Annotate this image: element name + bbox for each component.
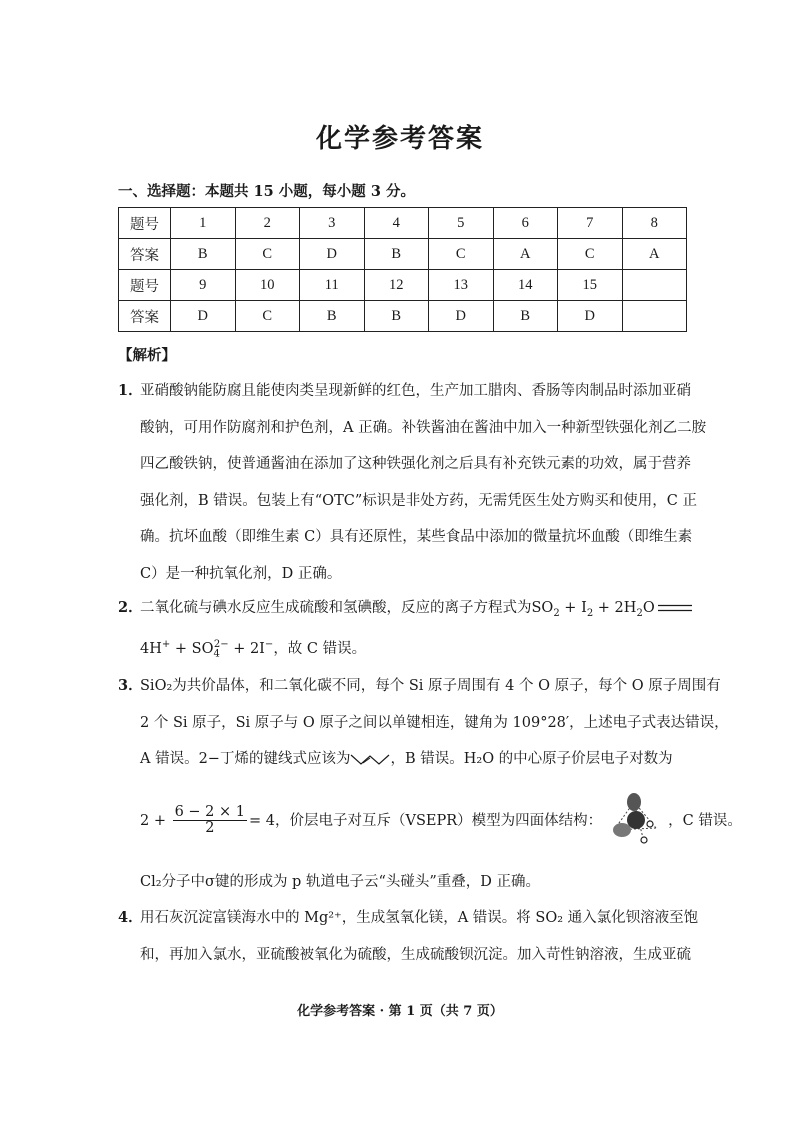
formula-part: SO	[531, 600, 554, 616]
table-cell: C	[235, 301, 300, 332]
text-segment: ，B 错误。H₂O 的中心原子价层电子对数为	[390, 751, 673, 767]
row-label: 答案	[119, 239, 171, 270]
subscript: 2	[636, 607, 643, 619]
table-cell: B	[364, 301, 429, 332]
fraction	[173, 805, 247, 836]
formula-part: + I	[559, 600, 587, 616]
table-cell: D	[171, 301, 236, 332]
formula-part: + 2I	[228, 640, 265, 657]
row-label: 题号	[119, 208, 171, 239]
table-cell: A	[493, 239, 558, 270]
text-line	[140, 590, 690, 627]
text-line: 亚硝酸钠能防腐且能使肉类呈现新鲜的红色，生产加工腊肉、香肠等肉制品时添加亚硝	[140, 383, 691, 399]
row-label: 题号	[119, 270, 171, 301]
subscript: 2	[586, 607, 594, 619]
table-row	[119, 270, 687, 301]
equals-sign-icon	[658, 604, 692, 612]
text-line: Cl₂分子中σ键的形成为 p 轨道电子云“头碰头”重叠，D 正确。	[140, 873, 541, 890]
table-cell: 4	[364, 208, 429, 239]
page-footer: 化学参考答案 · 第 1 页（共 7 页）	[297, 1004, 503, 1019]
table-cell: C	[429, 239, 494, 270]
table-cell: 3	[300, 208, 365, 239]
text-line: 2 个 Si 原子，Si 原子与 O 原子之间以单键相连，键角为 109°28′，上述电子式表达错误，	[140, 714, 729, 731]
row-label: 答案	[119, 301, 171, 332]
analysis-heading: 【解析】	[118, 347, 176, 364]
formula-part: + 2H	[593, 600, 637, 616]
table-cell: C	[558, 239, 623, 270]
equation	[531, 600, 655, 619]
table-cell	[622, 301, 687, 332]
table-cell: D	[558, 301, 623, 332]
explanation-item-4	[118, 900, 699, 973]
tetrahedral-model-icon	[604, 790, 666, 852]
text-line: 强化剂，B 错误。包装上有“OTC”标识是非处方药，无需凭医生处方购买和使用，C 正	[140, 492, 697, 509]
text-line: SiO₂为共价晶体，和二氧化碳不同，每个 Si 原子周围有 4 个 O 原子，每个 O 原子周围有	[140, 678, 721, 694]
table-cell: A	[622, 239, 687, 270]
text-line: 和，再加入氯水，亚硫酸被氧化为硫酸，生成硫酸钡沉淀。加入苛性钠溶液，生成亚硫	[140, 946, 691, 963]
item-number: 2．	[118, 599, 143, 616]
answer-table	[118, 207, 687, 332]
text-line	[140, 741, 690, 778]
text-segment: A 错误。2−丁烯的键线式应该为	[140, 751, 351, 767]
table-cell: 15	[558, 270, 623, 301]
butene-skeletal-icon	[350, 752, 390, 766]
table-cell: 10	[235, 270, 300, 301]
table-cell: B	[300, 301, 365, 332]
text-segment: ，故 C 错误。	[273, 640, 367, 657]
table-cell: B	[171, 239, 236, 270]
superscript: 2−	[213, 638, 229, 650]
formula-part: 4H	[140, 640, 162, 657]
table-cell	[622, 270, 687, 301]
explanation-item-1	[118, 373, 707, 592]
table-cell: 13	[429, 270, 494, 301]
subscript: 4	[213, 648, 220, 660]
formula-part: + SO	[170, 640, 214, 657]
item-number: 3．	[118, 677, 143, 694]
table-cell: 14	[493, 270, 558, 301]
page-title: 化学参考答案	[315, 124, 484, 154]
table-cell: 11	[300, 270, 365, 301]
table-cell: 5	[429, 208, 494, 239]
table-cell: 9	[171, 270, 236, 301]
numerator: 6 − 2 × 1	[174, 804, 246, 820]
table-cell: B	[364, 239, 429, 270]
table-cell: 2	[235, 208, 300, 239]
table-cell: 6	[493, 208, 558, 239]
text-line	[140, 627, 690, 664]
text-line	[140, 778, 742, 864]
explanation-item-3	[118, 668, 742, 900]
formula-part: O	[642, 600, 655, 616]
text-segment: 2 +	[140, 812, 166, 829]
superscript: +	[161, 638, 171, 650]
table-row	[119, 239, 687, 270]
superscript: −	[264, 638, 274, 650]
table-cell: C	[235, 239, 300, 270]
text-line: 用石灰沉淀富镁海水中的 Mg²⁺，生成氢氧化镁，A 错误。将 SO₂ 通入氯化钡溶液至饱	[140, 910, 699, 926]
section-heading: 一、选择题：本题共 15 小题，每小题 3 分。	[118, 183, 415, 200]
text-line: 四乙酸铁钠，使普通酱油在添加了这种铁强化剂之后具有补充铁元素的功效，属于营养	[140, 456, 691, 472]
table-cell: 12	[364, 270, 429, 301]
explanation-item-2	[118, 590, 690, 663]
table-row	[119, 301, 687, 332]
text-line: C）是一种抗氧化剂，D 正确。	[140, 565, 342, 582]
table-row	[119, 208, 687, 239]
text-segment: = 4，价层电子对互斥（VSEPR）模型为四面体结构：	[249, 812, 603, 829]
item-number: 1．	[118, 382, 143, 399]
text-segment: ，C 错误。	[668, 812, 742, 829]
text-line: 酸钠，可用作防腐剂和护色剂，A 正确。补铁酱油在酱油中加入一种新型铁强化剂乙二胺	[140, 419, 707, 436]
table-cell: 1	[171, 208, 236, 239]
table-cell: 7	[558, 208, 623, 239]
denominator: 2	[205, 820, 215, 836]
table-cell: 8	[622, 208, 687, 239]
subscript: 2	[553, 607, 560, 619]
text-line: 确。抗坏血酸（即维生素 C）具有还原性，某些食品中添加的微量抗坏血酸（即维生素	[140, 529, 693, 545]
table-cell: B	[493, 301, 558, 332]
item-number: 4．	[118, 909, 143, 926]
text-segment: 二氧化硫与碘水反应生成硫酸和氢碘酸，反应的离子方程式为	[140, 600, 532, 616]
table-cell: D	[429, 301, 494, 332]
table-cell: D	[300, 239, 365, 270]
